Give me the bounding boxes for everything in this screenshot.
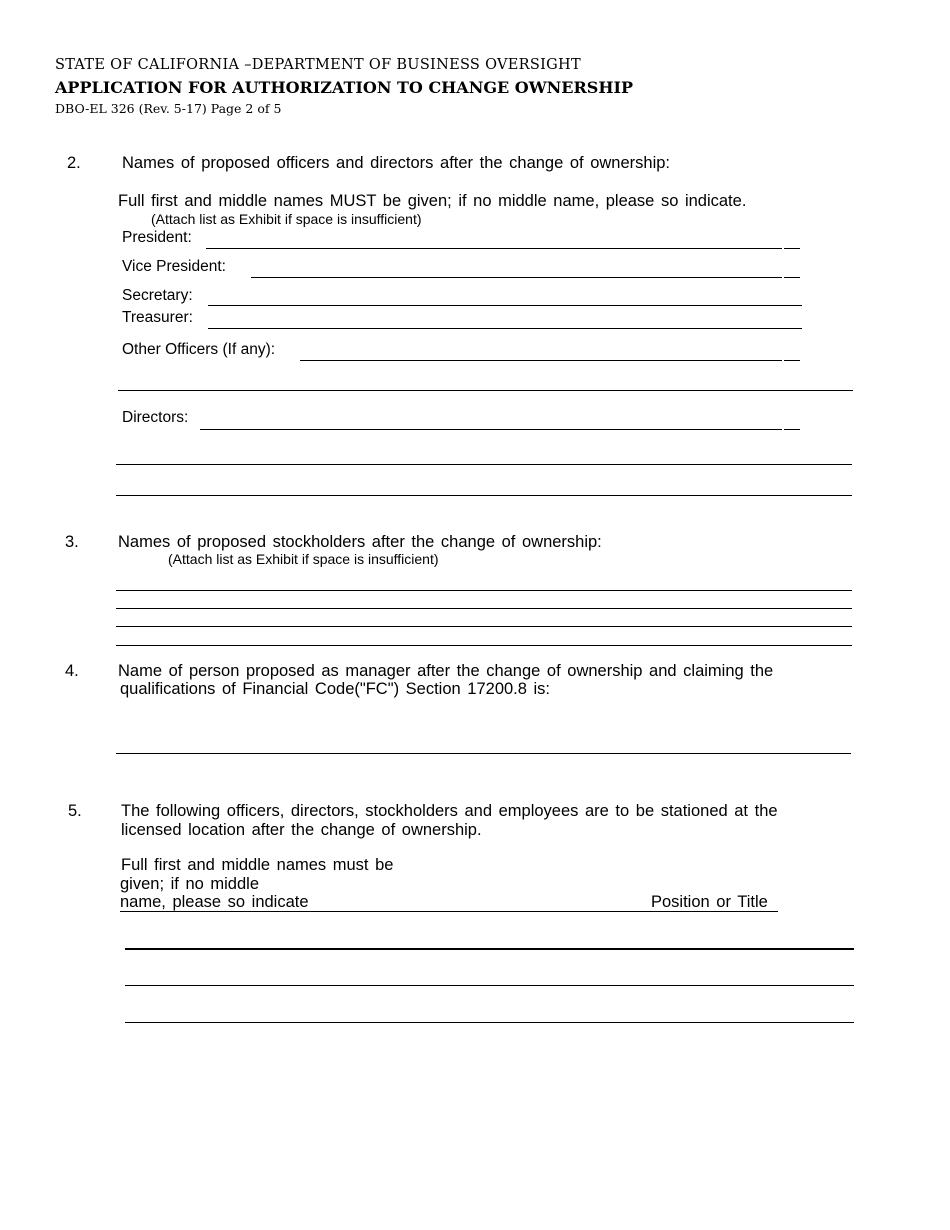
q2-number: 2. [67, 154, 81, 172]
other-officers-field-end [784, 360, 800, 361]
q5-number: 5. [68, 802, 82, 820]
q5-name-column-header-line1: Full first and middle names must be [121, 856, 394, 874]
staff-entry-line-3[interactable] [125, 1022, 854, 1023]
stockholder-line-4[interactable] [116, 645, 852, 646]
q3-number: 3. [65, 533, 79, 551]
secretary-label: Secretary: [122, 287, 193, 304]
president-label: President: [122, 229, 192, 246]
directors-extra-line-2[interactable] [116, 495, 852, 496]
q5-header-underline [120, 911, 778, 912]
staff-entry-line-2[interactable] [125, 985, 854, 986]
q4-text-line2: qualifications of Financial Code("FC") Section 17200.8 is: [120, 680, 551, 698]
q5-text-line1: The following officers, directors, stockholders and employees are to be stationed at the [121, 802, 778, 820]
q2-attach-note: (Attach list as Exhibit if space is insufficient) [151, 211, 422, 227]
q3-text: Names of proposed stockholders after the change of ownership: [118, 533, 602, 551]
form-id: DBO-EL 326 (Rev. 5-17) Page 2 of 5 [55, 101, 282, 116]
president-field[interactable] [206, 248, 782, 249]
staff-entry-line-1[interactable] [125, 948, 854, 950]
q2-text: Names of proposed officers and directors after the change of ownership: [122, 154, 670, 172]
other-officers-label: Other Officers (If any): [122, 341, 276, 358]
directors-field-end [784, 429, 800, 430]
treasurer-field[interactable] [208, 328, 802, 329]
vice-president-label: Vice President: [122, 258, 226, 275]
vice-president-field-end [784, 277, 800, 278]
stockholder-line-1[interactable] [116, 590, 852, 591]
treasurer-label: Treasurer: [122, 309, 193, 326]
q4-number: 4. [65, 662, 79, 680]
q5-text-line2: licensed location after the change of ownership. [121, 821, 482, 839]
president-field-end [784, 248, 800, 249]
directors-extra-line-1[interactable] [116, 464, 852, 465]
agency-name: STATE OF CALIFORNIA –DEPARTMENT OF BUSINESS OVERSIGHT [55, 57, 581, 73]
directors-field[interactable] [200, 429, 782, 430]
other-officers-field[interactable] [300, 360, 782, 361]
q3-attach-note: (Attach list as Exhibit if space is insufficient) [168, 551, 439, 567]
other-officers-extra-line[interactable] [118, 390, 853, 391]
manager-name-field[interactable] [116, 753, 851, 754]
stockholder-line-3[interactable] [116, 626, 852, 627]
secretary-field[interactable] [208, 305, 802, 306]
q4-text-line1: Name of person proposed as manager after the change of ownership and claiming the [118, 662, 774, 680]
stockholder-line-2[interactable] [116, 608, 852, 609]
directors-label: Directors: [122, 409, 189, 426]
q5-name-column-header-line2: given; if no middle [120, 875, 259, 893]
q5-position-column-header: Position or Title [651, 893, 768, 911]
form-title: APPLICATION FOR AUTHORIZATION TO CHANGE OWNERSHIP [55, 78, 633, 97]
q5-name-column-header-line3: name, please so indicate [120, 893, 309, 911]
vice-president-field[interactable] [251, 277, 782, 278]
q2-instruction: Full first and middle names MUST be given; if no middle name, please so indicate. [118, 192, 747, 210]
